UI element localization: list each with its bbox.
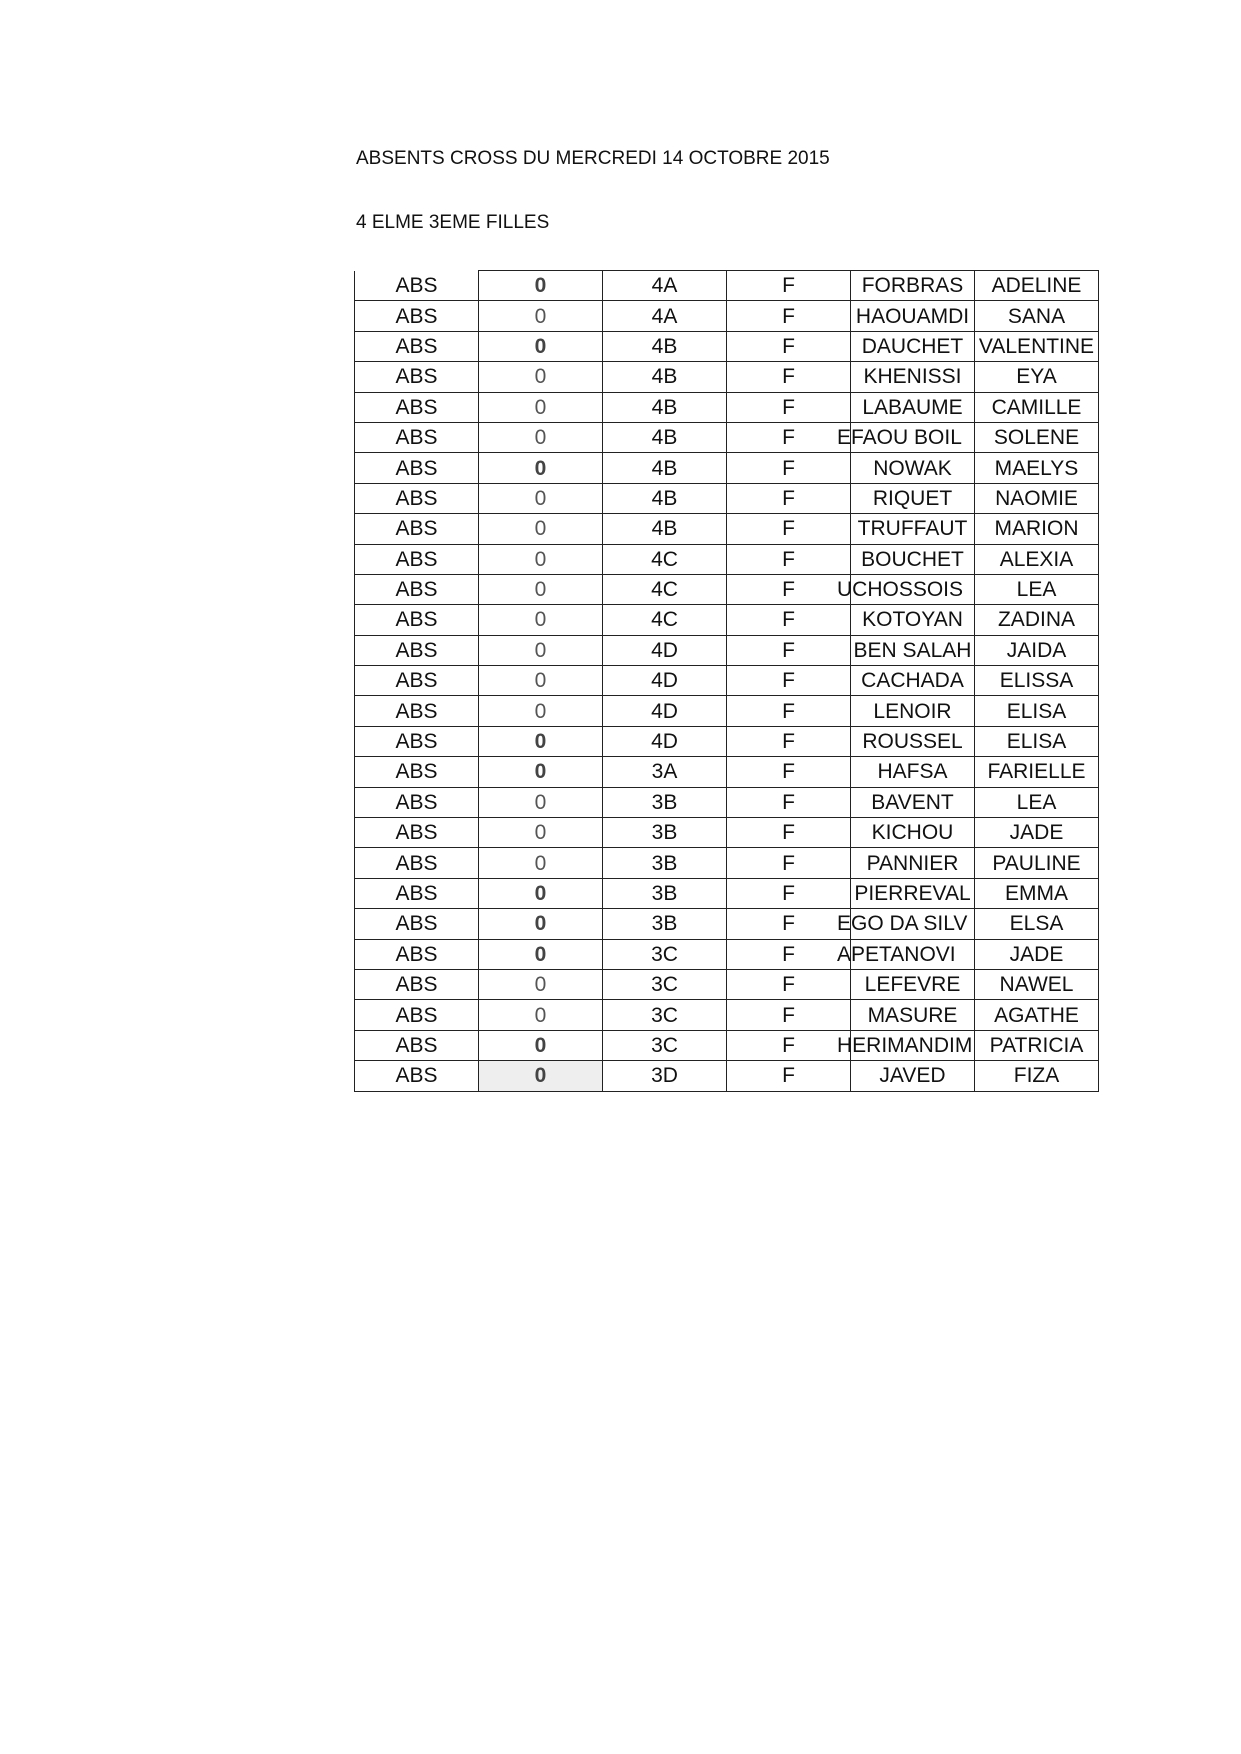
status-cell[interactable]: ABS [355, 878, 479, 908]
first-name-cell[interactable]: PATRICIA [975, 1030, 1099, 1060]
sex-cell[interactable]: F [727, 301, 851, 331]
status-cell[interactable]: ABS [355, 483, 479, 513]
table-row [355, 878, 1099, 908]
score-cell[interactable]: 0 [479, 514, 603, 544]
last-name-cell[interactable]: MASURE [851, 1000, 975, 1030]
sex-cell[interactable]: F [727, 271, 851, 301]
class-cell[interactable]: 4C [603, 544, 727, 574]
first-name-cell[interactable]: ADELINE [975, 271, 1099, 301]
class-cell[interactable]: 3B [603, 787, 727, 817]
status-cell[interactable]: ABS [355, 422, 479, 452]
score-cell[interactable]: 0 [479, 757, 603, 787]
score-cell[interactable]: 0 [479, 301, 603, 331]
sex-cell[interactable]: F [727, 422, 851, 452]
score-cell[interactable]: 0 [479, 726, 603, 756]
last-name-cell[interactable]: TRUFFAUT [851, 514, 975, 544]
last-name-cell[interactable]: PIERREVAL [851, 878, 975, 908]
sex-cell[interactable]: F [727, 909, 851, 939]
document-subtitle: 4 ELME 3EME FILLES [356, 212, 550, 233]
table-row [355, 726, 1099, 756]
sex-cell[interactable]: F [727, 635, 851, 665]
first-name-cell[interactable]: ZADINA [975, 605, 1099, 635]
status-cell[interactable]: ABS [355, 848, 479, 878]
sex-cell[interactable]: F [727, 574, 851, 604]
status-cell[interactable]: ABS [355, 271, 479, 301]
class-cell[interactable]: 4D [603, 696, 727, 726]
sex-cell[interactable]: F [727, 726, 851, 756]
first-name-cell[interactable]: EYA [975, 362, 1099, 392]
score-cell[interactable]: 0 [479, 453, 603, 483]
status-cell[interactable]: ABS [355, 726, 479, 756]
score-cell[interactable]: 0 [479, 1000, 603, 1030]
class-cell[interactable]: 3B [603, 848, 727, 878]
class-cell[interactable]: 4A [603, 271, 727, 301]
table-row [355, 696, 1099, 726]
table-row [355, 271, 1099, 301]
score-cell[interactable]: 0 [479, 483, 603, 513]
table-row [355, 605, 1099, 635]
class-cell[interactable]: 4B [603, 362, 727, 392]
class-cell[interactable]: 3C [603, 969, 727, 999]
score-cell[interactable]: 0 [479, 605, 603, 635]
score-cell[interactable]: 0 [479, 848, 603, 878]
last-name-cell[interactable]: PANNIER [851, 848, 975, 878]
sex-cell[interactable]: F [727, 605, 851, 635]
class-cell[interactable]: 3C [603, 939, 727, 969]
first-name-cell[interactable]: FARIELLE [975, 757, 1099, 787]
status-cell[interactable]: ABS [355, 1061, 479, 1091]
score-cell[interactable]: 0 [479, 909, 603, 939]
first-name-cell[interactable]: ELISSA [975, 666, 1099, 696]
sex-cell[interactable]: F [727, 331, 851, 361]
class-cell[interactable]: 4D [603, 666, 727, 696]
score-cell[interactable]: 0 [479, 818, 603, 848]
first-name-cell[interactable]: LEA [975, 787, 1099, 817]
class-cell[interactable]: 3D [603, 1061, 727, 1091]
class-cell[interactable]: 4A [603, 301, 727, 331]
last-name-cell[interactable]: APETANOVI [851, 939, 975, 969]
last-name-cell[interactable]: NOWAK [851, 453, 975, 483]
score-cell[interactable]: 0 [479, 422, 603, 452]
class-cell[interactable]: 3B [603, 909, 727, 939]
first-name-cell[interactable]: SANA [975, 301, 1099, 331]
score-cell[interactable]: 0 [479, 574, 603, 604]
last-name-cell[interactable]: UCHOSSOIS [851, 574, 975, 604]
score-cell[interactable]: 0 [479, 939, 603, 969]
last-name-cell[interactable]: LEFEVRE [851, 969, 975, 999]
sex-cell[interactable]: F [727, 787, 851, 817]
status-cell[interactable]: ABS [355, 969, 479, 999]
sex-cell[interactable]: F [727, 696, 851, 726]
score-cell[interactable]: 0 [479, 331, 603, 361]
sex-cell[interactable]: F [727, 666, 851, 696]
class-cell[interactable]: 4D [603, 726, 727, 756]
table-row [355, 666, 1099, 696]
class-cell[interactable]: 4C [603, 574, 727, 604]
sex-cell[interactable]: F [727, 1030, 851, 1060]
first-name-cell[interactable]: VALENTINE [975, 331, 1099, 361]
sex-cell[interactable]: F [727, 939, 851, 969]
class-cell[interactable]: 3C [603, 1000, 727, 1030]
last-name-cell[interactable]: KHENISSI [851, 362, 975, 392]
table-row [355, 969, 1099, 999]
first-name-cell[interactable]: JADE [975, 818, 1099, 848]
table-row [355, 392, 1099, 422]
status-cell[interactable]: ABS [355, 909, 479, 939]
status-cell[interactable]: ABS [355, 605, 479, 635]
absentees-table-body [355, 271, 1099, 1092]
first-name-cell[interactable]: PAULINE [975, 848, 1099, 878]
status-cell[interactable]: ABS [355, 453, 479, 483]
table-row [355, 939, 1099, 969]
table-row [355, 787, 1099, 817]
first-name-cell[interactable]: JADE [975, 939, 1099, 969]
first-name-cell[interactable]: MARION [975, 514, 1099, 544]
first-name-cell[interactable]: LEA [975, 574, 1099, 604]
status-cell[interactable]: ABS [355, 544, 479, 574]
class-cell[interactable]: 4B [603, 514, 727, 544]
status-cell[interactable]: ABS [355, 574, 479, 604]
table-row [355, 544, 1099, 574]
document-title: ABSENTS CROSS DU MERCREDI 14 OCTOBRE 2015 [356, 148, 830, 169]
sex-cell[interactable]: F [727, 878, 851, 908]
status-cell[interactable]: ABS [355, 362, 479, 392]
table-row [355, 635, 1099, 665]
status-cell[interactable]: ABS [355, 787, 479, 817]
last-name-cell[interactable]: ROUSSEL [851, 726, 975, 756]
class-cell[interactable]: 3B [603, 818, 727, 848]
status-cell[interactable]: ABS [355, 301, 479, 331]
sex-cell[interactable]: F [727, 453, 851, 483]
class-cell[interactable]: 4B [603, 453, 727, 483]
status-cell[interactable]: ABS [355, 818, 479, 848]
table-row [355, 331, 1099, 361]
last-name-cell[interactable]: CACHADA [851, 666, 975, 696]
class-cell[interactable]: 3A [603, 757, 727, 787]
class-cell[interactable]: 4B [603, 422, 727, 452]
last-name-cell[interactable]: EGO DA SILV [851, 909, 975, 939]
table-row [355, 757, 1099, 787]
last-name-cell[interactable]: KICHOU [851, 818, 975, 848]
class-cell[interactable]: 3C [603, 1030, 727, 1060]
sex-cell[interactable]: F [727, 544, 851, 574]
last-name-cell[interactable]: HERIMANDIM [851, 1030, 975, 1060]
score-cell[interactable]: 0 [479, 969, 603, 999]
table-row [355, 848, 1099, 878]
last-name-cell[interactable]: FORBRAS [851, 271, 975, 301]
score-cell[interactable]: 0 [479, 878, 603, 908]
status-cell[interactable]: ABS [355, 392, 479, 422]
first-name-cell[interactable]: NAOMIE [975, 483, 1099, 513]
last-name-cell[interactable]: BOUCHET [851, 544, 975, 574]
last-name-cell[interactable]: LENOIR [851, 696, 975, 726]
first-name-cell[interactable]: MAELYS [975, 453, 1099, 483]
score-cell[interactable]: 0 [479, 271, 603, 301]
first-name-cell[interactable]: CAMILLE [975, 392, 1099, 422]
table-row [355, 301, 1099, 331]
status-cell[interactable]: ABS [355, 939, 479, 969]
sex-cell[interactable]: F [727, 848, 851, 878]
first-name-cell[interactable]: ALEXIA [975, 544, 1099, 574]
first-name-cell[interactable]: ELISA [975, 696, 1099, 726]
status-cell[interactable]: ABS [355, 331, 479, 361]
score-cell[interactable]: 0 [479, 1061, 603, 1091]
last-name-cell[interactable]: RIQUET [851, 483, 975, 513]
status-cell[interactable]: ABS [355, 1000, 479, 1030]
last-name-cell[interactable]: JAVED [851, 1061, 975, 1091]
class-cell[interactable]: 3B [603, 878, 727, 908]
class-cell[interactable]: 4B [603, 331, 727, 361]
status-cell[interactable]: ABS [355, 757, 479, 787]
last-name-cell[interactable]: EFAOU BOIL [851, 422, 975, 452]
table-row [355, 483, 1099, 513]
last-name-cell[interactable]: HAFSA [851, 757, 975, 787]
status-cell[interactable]: ABS [355, 635, 479, 665]
table-row [355, 818, 1099, 848]
first-name-cell[interactable]: ELSA [975, 909, 1099, 939]
score-cell[interactable]: 0 [479, 787, 603, 817]
last-name-cell[interactable]: BAVENT [851, 787, 975, 817]
score-cell[interactable]: 0 [479, 1030, 603, 1060]
first-name-cell[interactable]: JAIDA [975, 635, 1099, 665]
class-cell[interactable]: 4C [603, 605, 727, 635]
first-name-cell[interactable]: ELISA [975, 726, 1099, 756]
score-cell[interactable]: 0 [479, 362, 603, 392]
first-name-cell[interactable]: EMMA [975, 878, 1099, 908]
sex-cell[interactable]: F [727, 757, 851, 787]
table-row [355, 1000, 1099, 1030]
sex-cell[interactable]: F [727, 1061, 851, 1091]
last-name-cell[interactable]: DAUCHET [851, 331, 975, 361]
absentees-table [354, 270, 1099, 1092]
last-name-cell[interactable]: LABAUME [851, 392, 975, 422]
table-row [355, 362, 1099, 392]
status-cell[interactable]: ABS [355, 666, 479, 696]
table-row [355, 422, 1099, 452]
sex-cell[interactable]: F [727, 1000, 851, 1030]
table-row [355, 909, 1099, 939]
class-cell[interactable]: 4B [603, 483, 727, 513]
score-cell[interactable]: 0 [479, 392, 603, 422]
first-name-cell[interactable]: AGATHE [975, 1000, 1099, 1030]
status-cell[interactable]: ABS [355, 514, 479, 544]
score-cell[interactable]: 0 [479, 544, 603, 574]
last-name-cell[interactable]: BEN SALAH [851, 635, 975, 665]
status-cell[interactable]: ABS [355, 696, 479, 726]
last-name-cell[interactable]: KOTOYAN [851, 605, 975, 635]
score-cell[interactable]: 0 [479, 696, 603, 726]
class-cell[interactable]: 4B [603, 392, 727, 422]
sex-cell[interactable]: F [727, 362, 851, 392]
table-row [355, 453, 1099, 483]
sex-cell[interactable]: F [727, 818, 851, 848]
status-cell[interactable]: ABS [355, 1030, 479, 1060]
first-name-cell[interactable]: FIZA [975, 1061, 1099, 1091]
table-row [355, 574, 1099, 604]
class-cell[interactable]: 4D [603, 635, 727, 665]
first-name-cell[interactable]: SOLENE [975, 422, 1099, 452]
table-row [355, 1030, 1099, 1060]
sex-cell[interactable]: F [727, 514, 851, 544]
score-cell[interactable]: 0 [479, 666, 603, 696]
score-cell[interactable]: 0 [479, 635, 603, 665]
sex-cell[interactable]: F [727, 392, 851, 422]
sex-cell[interactable]: F [727, 969, 851, 999]
first-name-cell[interactable]: NAWEL [975, 969, 1099, 999]
sex-cell[interactable]: F [727, 483, 851, 513]
last-name-cell[interactable]: HAOUAMDI [851, 301, 975, 331]
table-row [355, 514, 1099, 544]
table-row [355, 1061, 1099, 1091]
